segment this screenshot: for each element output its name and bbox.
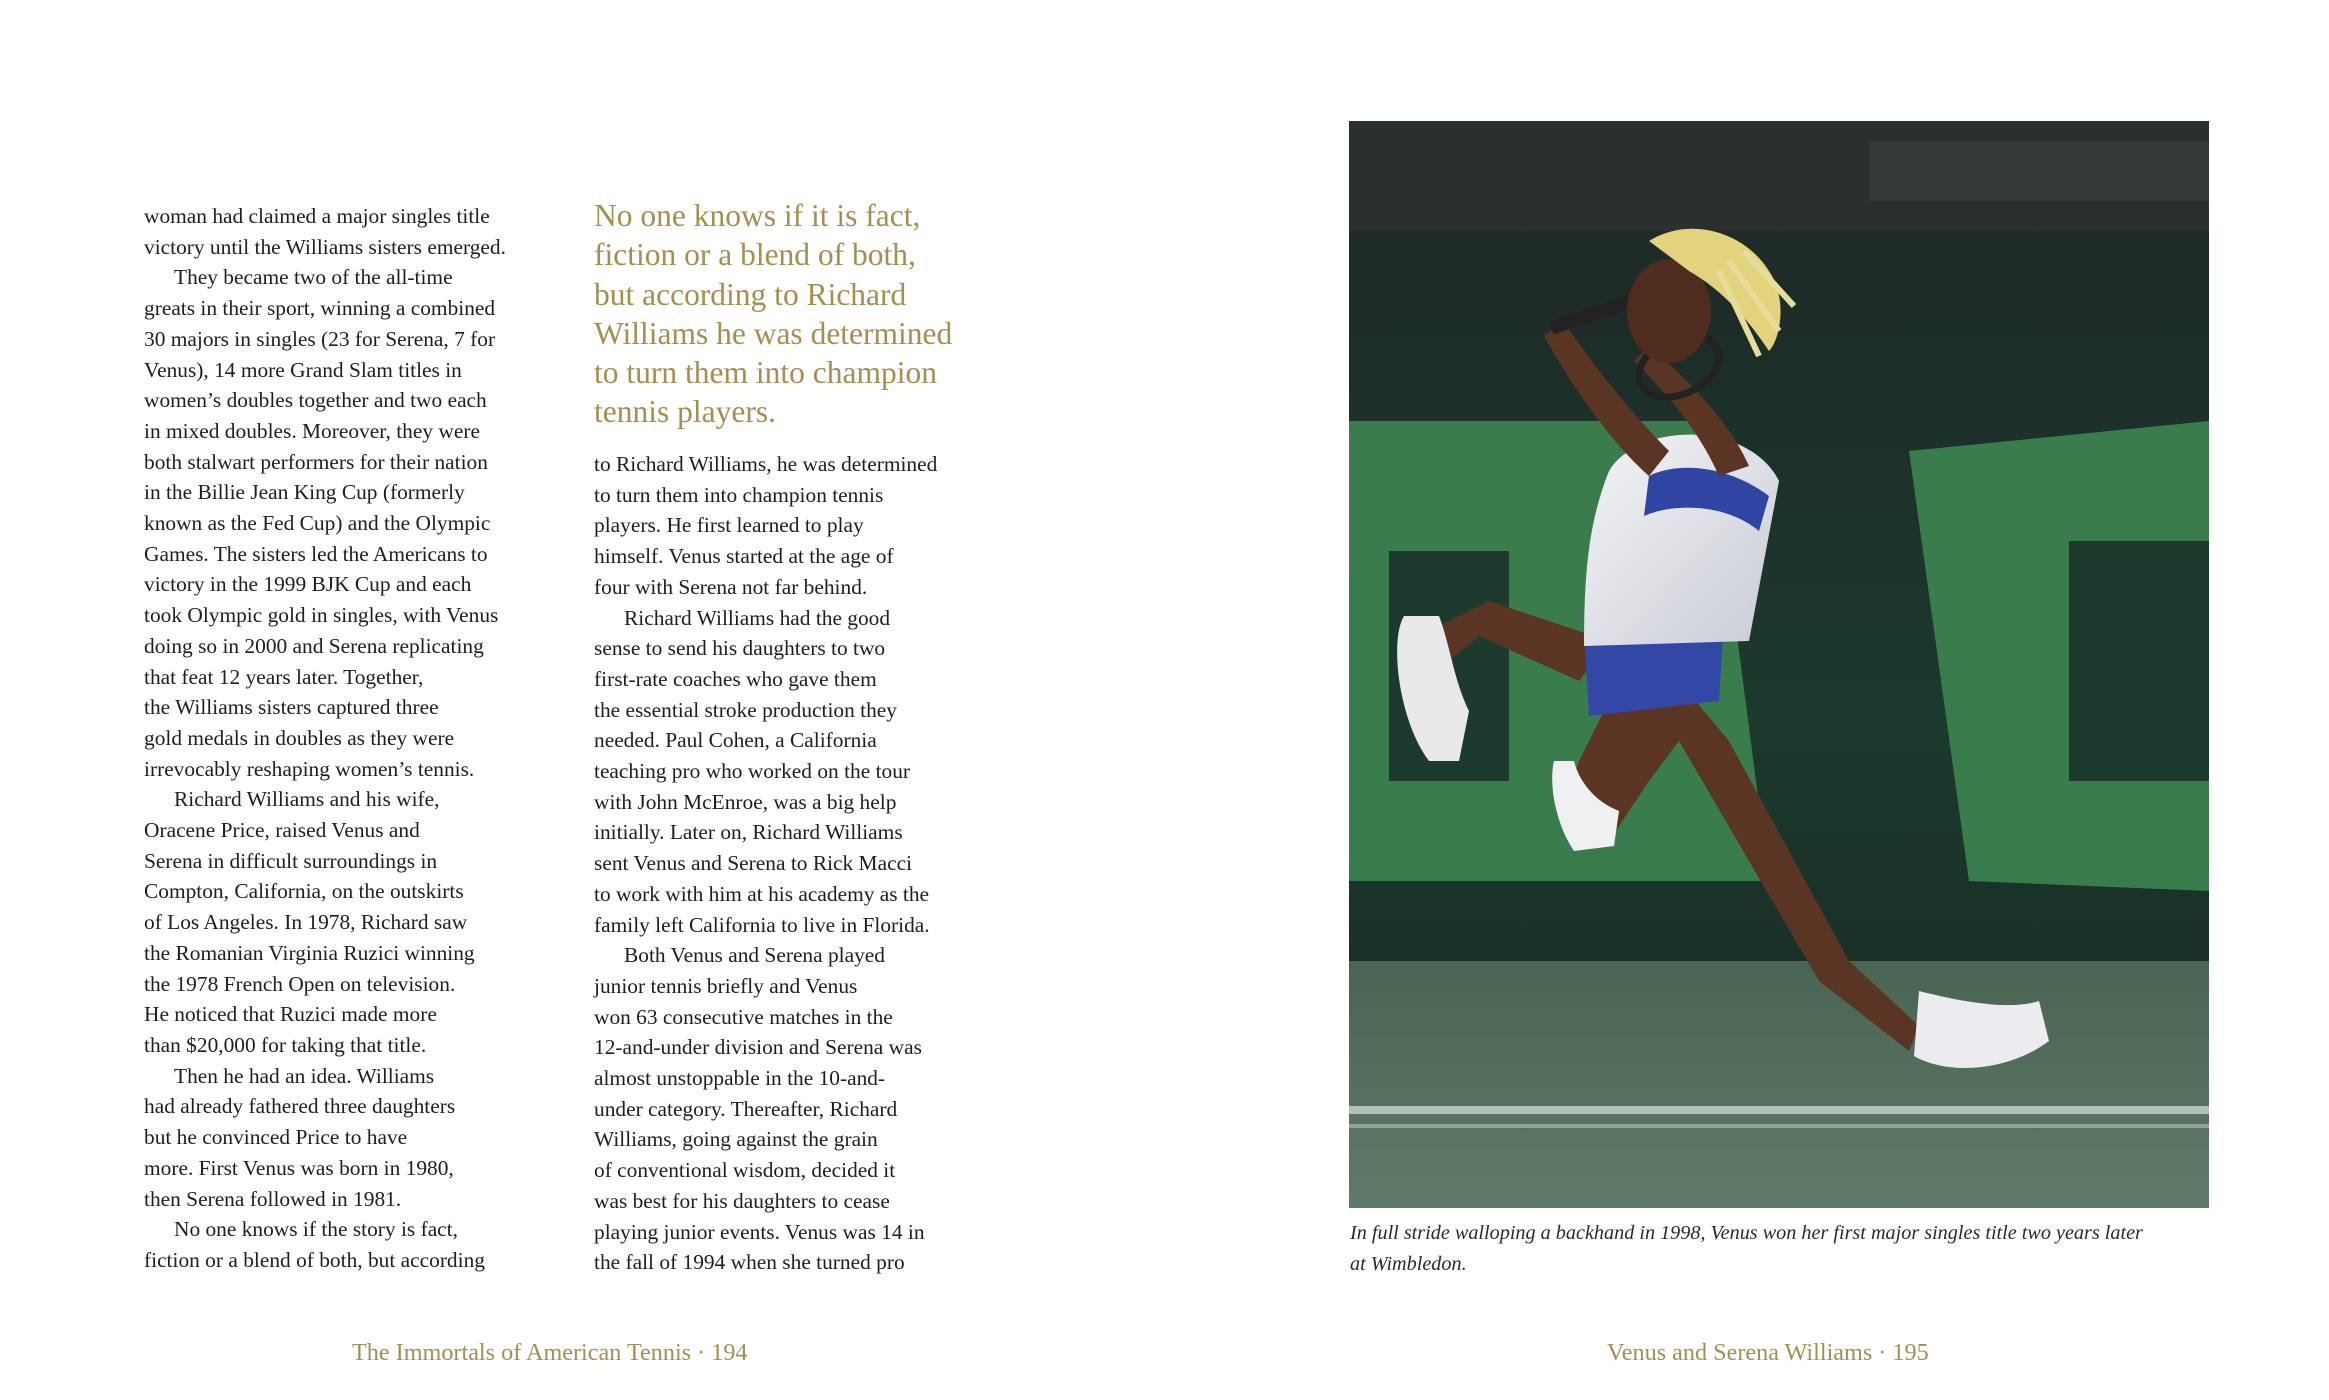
body-text-line: No one knows if the story is fact,: [174, 1217, 458, 1242]
body-text-line: playing junior events. Venus was 14 in: [594, 1219, 925, 1244]
body-text-line: irrevocably reshaping women’s tennis.: [144, 756, 475, 781]
pull-quote-line: Williams he was determined: [594, 315, 953, 351]
body-text-line: that feat 12 years later. Together,: [144, 664, 424, 689]
pull-quote-line: No one knows if it is fact,: [594, 198, 921, 233]
body-text-line: under category. Thereafter, Richard: [594, 1096, 898, 1121]
body-text-line: of conventional wisdom, decided it: [594, 1158, 896, 1183]
body-text-line: fiction or a blend of both, but according: [144, 1247, 485, 1272]
left-body-column-1: [144, 201, 564, 1276]
body-text-line: family left California to live in Florida.: [594, 912, 930, 937]
pull-quote-line: but according to Richard: [594, 276, 907, 312]
body-text-line: four with Serena not far behind.: [594, 574, 868, 599]
body-text-line: Games. The sisters led the Americans to: [144, 541, 488, 566]
body-text-line: Oracene Price, raised Venus and: [144, 818, 420, 843]
body-text-line: players. He first learned to play: [594, 513, 864, 538]
photo-caption: [1350, 1218, 2220, 1279]
left-page-folio: The Immortals of American Tennis · 194: [352, 1339, 748, 1366]
body-text-line: sense to send his daughters to two: [594, 636, 886, 661]
body-text-line: was best for his daughters to cease: [594, 1188, 890, 1213]
body-text-line: in the Billie Jean King Cup (formerly: [144, 480, 465, 505]
body-text-line: known as the Fed Cup) and the Olympic: [144, 511, 491, 536]
body-text-line: 12-and-under division and Serena was: [594, 1035, 922, 1060]
body-text-line: himself. Venus started at the age of: [594, 544, 894, 569]
photo-illustration-icon: [1349, 121, 2209, 1208]
body-text-line: Richard Williams and his wife,: [174, 787, 440, 812]
body-text-line: to Richard Williams, he was determined: [594, 452, 938, 476]
body-text-line: the Williams sisters captured three: [144, 695, 439, 720]
body-text-line: the fall of 1994 when she turned pro: [594, 1250, 905, 1275]
body-text-line: gold medals in doubles as they were: [144, 725, 455, 750]
body-text-line: the 1978 French Open on television.: [144, 971, 456, 996]
body-text-line: of Los Angeles. In 1978, Richard saw: [144, 910, 468, 935]
pull-quote-line: tennis players.: [594, 394, 776, 430]
body-text-line: first-rate coaches who gave them: [594, 666, 877, 691]
body-text-line: junior tennis briefly and Venus: [594, 973, 858, 998]
body-text-line: took Olympic gold in singles, with Venus: [144, 603, 499, 628]
body-text-line: the essential stroke production they: [594, 697, 897, 722]
body-text-line: sent Venus and Serena to Rick Macci: [594, 851, 913, 876]
body-text-line: woman had claimed a major singles title: [144, 204, 490, 228]
body-text-line: Richard Williams had the good: [624, 605, 891, 630]
left-body-column-2: [594, 449, 1014, 1278]
body-text-line: He noticed that Ruzici made more: [144, 1002, 437, 1027]
body-text-line: Serena in difficult surroundings in: [144, 848, 438, 873]
body-text-line: women’s doubles together and two each: [144, 388, 487, 413]
body-text-line: teaching pro who worked on the tour: [594, 759, 911, 784]
body-text-line: doing so in 2000 and Serena replicating: [144, 633, 484, 658]
body-text-line: then Serena followed in 1981.: [144, 1186, 402, 1211]
pull-quote-line: to turn them into champion: [594, 355, 937, 391]
body-text-line: Compton, California, on the outskirts: [144, 879, 464, 904]
body-text-line: both stalwart performers for their nation: [144, 449, 488, 474]
body-text-line: Venus), 14 more Grand Slam titles in: [144, 357, 462, 382]
body-text-line: in mixed doubles. Moreover, they were: [144, 418, 480, 443]
body-text-line: 30 majors in singles (23 for Serena, 7 for: [144, 326, 496, 351]
tennis-player-photo: [1349, 121, 2209, 1208]
caption-line: at Wimbledon.: [1350, 1252, 1467, 1275]
body-text-line: with John McEnroe, was a big help: [594, 789, 897, 814]
body-text-line: needed. Paul Cohen, a California: [594, 728, 877, 753]
body-text-line: Both Venus and Serena played: [624, 943, 885, 968]
body-text-line: to turn them into champion tennis: [594, 482, 884, 507]
body-text-line: victory in the 1999 BJK Cup and each: [144, 572, 472, 597]
pull-quote: [594, 196, 1034, 432]
body-text-line: Then he had an idea. Williams: [174, 1063, 435, 1088]
body-text-line: more. First Venus was born in 1980,: [144, 1155, 454, 1180]
body-text-line: Williams, going against the grain: [594, 1127, 878, 1152]
body-text-line: but he convinced Price to have: [144, 1125, 408, 1150]
body-text-line: had already fathered three daughters: [144, 1094, 456, 1119]
pull-quote-line: fiction or a blend of both,: [594, 237, 916, 273]
right-page-folio: Venus and Serena Williams · 195: [1607, 1339, 1929, 1366]
body-text-line: initially. Later on, Richard Williams: [594, 820, 903, 845]
body-text-line: almost unstoppable in the 10-and-: [594, 1066, 886, 1091]
body-text-line: They became two of the all-time: [174, 265, 453, 290]
body-text-line: the Romanian Virginia Ruzici winning: [144, 940, 475, 965]
body-text-line: greats in their sport, winning a combined: [144, 296, 496, 321]
body-text-line: won 63 consecutive matches in the: [594, 1004, 893, 1029]
body-text-line: victory until the Williams sisters emerged.: [144, 234, 506, 259]
body-text-line: than $20,000 for taking that title.: [144, 1032, 427, 1057]
body-text-line: to work with him at his academy as the: [594, 881, 930, 906]
caption-line: In full stride walloping a backhand in 1998, Venus won her first major singles title two years later: [1350, 1222, 2143, 1244]
